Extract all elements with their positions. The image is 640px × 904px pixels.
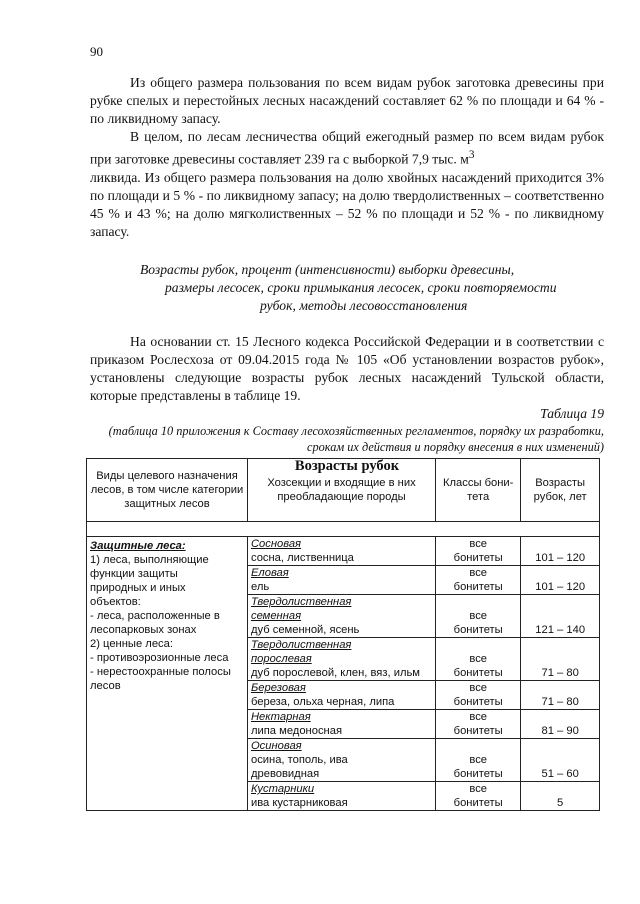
species-list: древовидная [250, 768, 320, 780]
section-name: Нектарная [250, 711, 311, 723]
species-list: дуб семенной, ясень [250, 624, 360, 636]
quality-class-text: бонитеты [453, 725, 503, 737]
category-line: функции защиты [90, 568, 178, 580]
category-line: 1) леса, выполняющие [90, 554, 209, 566]
section-heading-line-1: Возрасты рубок, процент (интенсивности) выборки древесины, [140, 261, 515, 277]
quality-class-text: бонитеты [453, 581, 503, 593]
section-species-cell [247, 595, 435, 638]
category-line: объектов: [90, 596, 141, 608]
quality-class-cell [436, 595, 521, 638]
paragraph-2-text: В целом, по лесам лесничества общий ежегодный размер по всем видам рубок при заготовке древесины составляет 239 га с выборкой 7,9 тыс. м [90, 129, 604, 167]
quality-class-cell [436, 566, 521, 595]
species-list: береза, ольха черная, липа [250, 696, 395, 708]
table-title: Возрасты рубок [294, 457, 400, 474]
category-line: лесопарковых зонах [90, 624, 197, 636]
header-cutting-ages: Возрасты рубок, лет [521, 459, 600, 522]
quality-class-text: все [469, 783, 488, 795]
category-line: - леса, расположенные в [90, 610, 220, 622]
species-list: ива кустарниковая [250, 797, 348, 809]
quality-class-text: все [469, 653, 488, 665]
cutting-age-cell: 71 – 80 [521, 638, 600, 681]
table-row [87, 537, 600, 566]
cutting-age-cell: 81 – 90 [521, 710, 600, 739]
section-name: Твердолиственная [250, 596, 352, 608]
header-forest-purpose: Виды целевого назначения лесов, в том числе категории защитных лесов [87, 459, 248, 522]
section-name: Кустарники [250, 783, 315, 795]
quality-class-cell [436, 782, 521, 811]
quality-class-text: бонитеты [453, 552, 503, 564]
section-heading-line-3: рубок, методы лесовосстановления [260, 297, 468, 313]
category-line: 2) ценные леса: [90, 638, 173, 650]
section-heading-line-2: размеры лесосек, сроки примыкания лесосек, сроки повторяемости [165, 279, 557, 295]
cutting-ages-table [86, 458, 600, 811]
section-species-cell [247, 638, 435, 681]
header-quality-classes: Классы бони-тета [436, 459, 521, 522]
table-caption: Таблица 19 [540, 405, 604, 421]
cutting-age-cell: 5 [521, 782, 600, 811]
quality-class-text: все [469, 567, 488, 579]
section-species-cell [247, 782, 435, 811]
quality-class-text: бонитеты [453, 768, 503, 780]
section-name: семенная [250, 610, 302, 622]
paragraph-3: На основании ст. 15 Лесного кодекса Российской Федерации и в соответствии с приказом Рослесхоза от 09.04.2015 года № 105 «Об установлении возрастов рубок», установлены следующие возрасты рубок лесных насаждений Тульской области, которые представлены в таблице 19. [90, 333, 604, 403]
category-line: - противоэрозионные леса [90, 652, 229, 664]
category-line: природных и иных [90, 582, 186, 594]
section-species-cell [247, 537, 435, 566]
quality-class-text: все [469, 610, 488, 622]
paragraph-2-end: ликвида. Из общего размера пользования на долю хвойных насаждений приходится 3% по площади и 5 % - по ликвидному запасу; на долю твердолиственных – соответственно 45 % и 43 %; на долю мягколиственных – 52 % по площади и 52 % - по ликвидному запасу. [90, 169, 604, 239]
quality-class-text: все [469, 538, 488, 550]
table-body [87, 537, 600, 811]
paragraph-2-start [90, 128, 604, 169]
species-list: ель [250, 581, 270, 593]
cutting-age-cell: 71 – 80 [521, 681, 600, 710]
category-line: лесов [90, 680, 121, 692]
quality-class-cell [436, 710, 521, 739]
paragraph-2-superscript: 3 [468, 149, 475, 161]
section-name: порослевая [250, 653, 312, 665]
section-name: Березовая [250, 682, 306, 694]
quality-class-text: бонитеты [453, 667, 503, 679]
table-source-note: (таблица 10 приложения к Составу лесохозяйственных регламентов, порядку их разработки, срокам их действия и порядку внесения в них изменений) [108, 423, 604, 454]
table-header-row [87, 459, 600, 522]
table-spacer-row [87, 522, 600, 537]
paragraph-1: Из общего размера пользования по всем видам рубок заготовка древесины при рубке спелых и перестойных лесных насаждений составляет 62 % по площади и 64 % - по ликвидному запасу. [90, 75, 604, 126]
species-list: дуб порослевой, клен, вяз, ильм [250, 667, 420, 679]
quality-class-cell [436, 681, 521, 710]
section-name: Сосновая [250, 538, 302, 550]
section-species-cell [247, 681, 435, 710]
quality-class-text: все [469, 711, 488, 723]
species-list: осина, тополь, ива [250, 754, 348, 766]
section-species-cell [247, 710, 435, 739]
section-name: Твердолиственная [250, 639, 352, 651]
quality-class-cell [436, 739, 521, 782]
category-line: - нерестоохранные полосы [90, 666, 231, 678]
section-species-cell [247, 739, 435, 782]
page-number: 90 [90, 44, 103, 59]
quality-class-text: все [469, 754, 488, 766]
quality-class-cell [436, 537, 521, 566]
section-name: Еловая [250, 567, 289, 579]
quality-class-text: бонитеты [453, 797, 503, 809]
quality-class-text: бонитеты [453, 624, 503, 636]
cutting-age-cell: 101 – 120 [521, 537, 600, 566]
cutting-age-cell: 101 – 120 [521, 566, 600, 595]
header-sections-species: Хозсекции и входящие в них преобладающие породы [247, 459, 435, 522]
species-list: липа медоносная [250, 725, 343, 737]
quality-class-cell [436, 638, 521, 681]
cutting-age-cell: 51 – 60 [521, 739, 600, 782]
section-heading [90, 261, 604, 315]
category-title: Защитные леса: [90, 540, 186, 552]
document-body [90, 74, 604, 475]
quality-class-text: бонитеты [453, 696, 503, 708]
section-name: Осиновая [250, 740, 302, 752]
cutting-age-cell: 121 – 140 [521, 595, 600, 638]
category-cell [87, 537, 248, 811]
species-list: сосна, лиственница [250, 552, 354, 564]
quality-class-text: все [469, 682, 488, 694]
section-species-cell [247, 566, 435, 595]
